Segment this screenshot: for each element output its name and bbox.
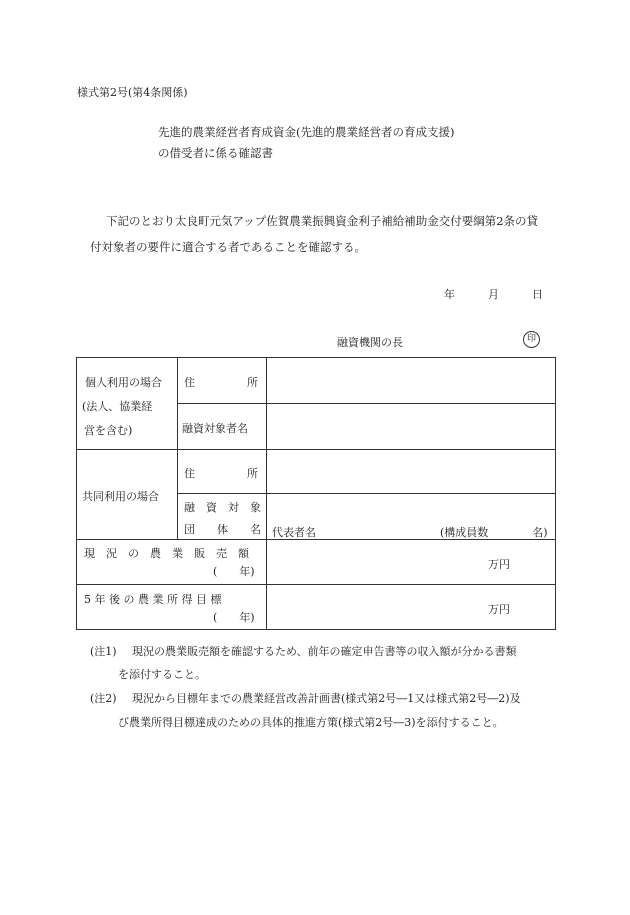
body-text-line1: 下記のとおり太良町元気アップ佐賀農業振興資金利子補給補助金交付要綱第2条の貸 <box>106 214 539 228</box>
institution-head-label: 融資機関の長 <box>337 336 403 349</box>
individual-use-label-sub: (法人、協業経 <box>82 400 153 413</box>
body-text-line2: 付対象者の要件に適合する者であることを確認する。 <box>90 240 366 254</box>
member-count-label: (構成員数 名) <box>440 526 548 539</box>
note1-line2: を添付すること。 <box>118 668 206 681</box>
note1-marker: (注1) <box>90 645 117 658</box>
representative-label: 代表者名 <box>272 526 316 539</box>
form-number: 様式第2号(第4条関係) <box>77 86 188 99</box>
document-title-line2: の借受者に係る確認書 <box>158 146 273 160</box>
note1-line1: 現況の農業販売額を確認するため、前年の確定申告書等の収入額が分かる書類 <box>132 645 517 658</box>
date-day: 日 <box>532 288 543 301</box>
joint-address-label-a: 住 <box>184 467 195 480</box>
borrower-name-label: 融資対象者名 <box>182 422 248 435</box>
date-month: 月 <box>488 288 499 301</box>
income-target-year: ( 年) <box>213 611 255 624</box>
current-sales-label: 現 況 の 農 業 販 売 額 <box>84 547 249 560</box>
income-target-unit: 万円 <box>488 603 510 616</box>
individual-use-label: 個人利用の場合 <box>85 376 162 389</box>
address-label-a: 住 <box>184 376 195 389</box>
joint-address-label-b: 所 <box>247 467 258 480</box>
date-line <box>444 286 543 302</box>
note2-marker: (注2) <box>90 692 117 705</box>
group-name-label-line2: 団 体 名 <box>184 523 261 536</box>
group-name-label-line1: 融 資 対 象 <box>184 501 261 514</box>
joint-use-label: 共同利用の場合 <box>82 490 159 503</box>
seal-mark: 印 <box>523 331 540 348</box>
date-year: 年 <box>444 288 455 301</box>
note2-line2: び農業所得目標達成のための具体的推進方策(様式第2号―3)を添付すること。 <box>118 716 504 729</box>
individual-use-label-sub2: 営を含む) <box>84 424 133 437</box>
document-title-line1: 先進的農業経営者育成資金(先進的農業経営者の育成支援) <box>158 125 455 139</box>
current-sales-unit: 万円 <box>488 558 510 571</box>
current-sales-year: ( 年) <box>213 565 255 578</box>
income-target-label: 5 年 後 の 農 業 所 得 目 標 <box>84 593 222 606</box>
address-label-b: 所 <box>247 376 258 389</box>
note2-line1: 現況から目標年までの農業経営改善計画書(様式第2号―1又は様式第2号―2)及 <box>132 692 521 705</box>
